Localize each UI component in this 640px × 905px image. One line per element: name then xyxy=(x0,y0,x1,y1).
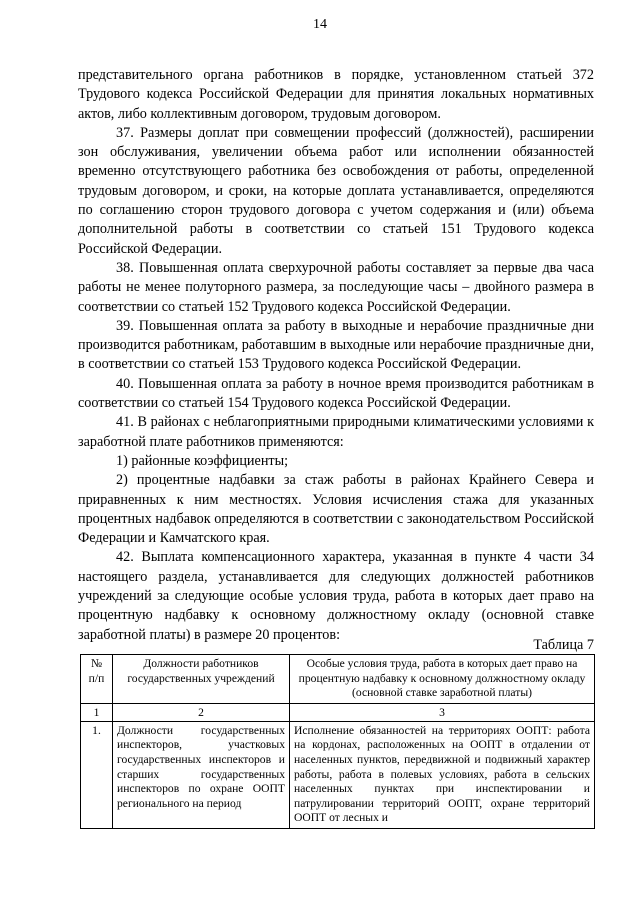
positions-table xyxy=(80,654,595,829)
paragraph-39: 39. Повышенная оплата за работу в выходные и нерабочие праздничные дни производится работникам, работавшим в выходные или нерабочие праздничные дни, в соответствии со статьей 153 Трудового кодекса Российской Федерации. xyxy=(78,317,594,373)
paragraph-41: 41. В районах с неблагоприятными природными климатическими условиями к заработной плате работников применяются: xyxy=(78,414,594,450)
page-number: 14 xyxy=(313,17,327,32)
paragraph-continuation: представительного органа работников в порядке, установленном статьей 372 Трудового кодекса Российской Федерации для принятия локальных нормативных актов, либо коллективным договором, трудовым договором. xyxy=(78,67,594,122)
list-item-2: 2) процентные надбавки за стаж работы в районах Крайнего Севера и приравненных к ним местностях. Условия исчисления стажа для указанных процентных надбавок определяются в соответствии с законодательством Российской Федерации и Камчатского края. xyxy=(78,472,594,547)
column-number-row xyxy=(81,703,595,721)
paragraph-42: 42. Выплата компенсационного характера, указанная в пункте 4 части 34 настоящего раздела, устанавливается для следующих должностей работников учреждений за следующие особые условия труда, работа в которых дает право на процентную надбавку к основному должностному окладу (основной ставке заработной платы) в размере 20 процентов: xyxy=(78,549,594,643)
table-row xyxy=(81,721,595,828)
paragraph-40: 40. Повышенная оплата за работу в ночное время производится работникам в соответствии со статьей 154 Трудового кодекса Российской Федерации. xyxy=(78,375,594,412)
column-number: 1 xyxy=(81,703,113,721)
header-position: Должности работников государственных учреждений xyxy=(113,655,290,704)
paragraph-37: 37. Размеры доплат при совмещении профессий (должностей), расширении зон обслуживания, увеличении объема работ или исполнении обязанностей временно отсутствующего работника без освобождения от работы, определенной трудовым договором, и сроки, на которые доплата устанавливается, определяются по соглашению сторон трудового договора с учетом содержания и (или) объема дополнительной работы в соответствии со статьей 151 Трудового кодекса Российской Федерации. xyxy=(78,124,594,257)
row-number: 1. xyxy=(81,721,113,828)
table-caption: Таблица 7 xyxy=(533,637,594,653)
paragraph-38: 38. Повышенная оплата сверхурочной работы составляет за первые два часа работы не менее полуторного размера, за последующие часы – двойного размера в соответствии со статьей 152 Трудового кодекса Российской Федерации. xyxy=(78,259,594,315)
body-text xyxy=(78,66,594,645)
header-number: № п/п xyxy=(81,655,113,704)
header-conditions: Особые условия труда, работа в которых дает право на процентную надбавку к основному должностному окладу (основной ставке заработной платы) xyxy=(290,655,595,704)
column-number: 2 xyxy=(113,703,290,721)
list-item-1: 1) районные коэффициенты; xyxy=(116,452,289,469)
table-header-row xyxy=(81,655,595,704)
row-conditions: Исполнение обязанностей на территориях ООПТ: работа на кордонах, расположенных на ООПТ в отдалении от населенных пунктов, передвижной и подвижный характер работы, работа в полевых условиях, работа в сельских населенных пунктах при инспектировании и патрулировании территорий ООПТ, охране территорий ООПТ от лесных и xyxy=(290,721,595,828)
column-number: 3 xyxy=(290,703,595,721)
row-position: Должности государственных инспекторов, участковых государственных инспекторов и старших государственных инспекторов по охране ООПТ регионального на период xyxy=(113,721,290,828)
